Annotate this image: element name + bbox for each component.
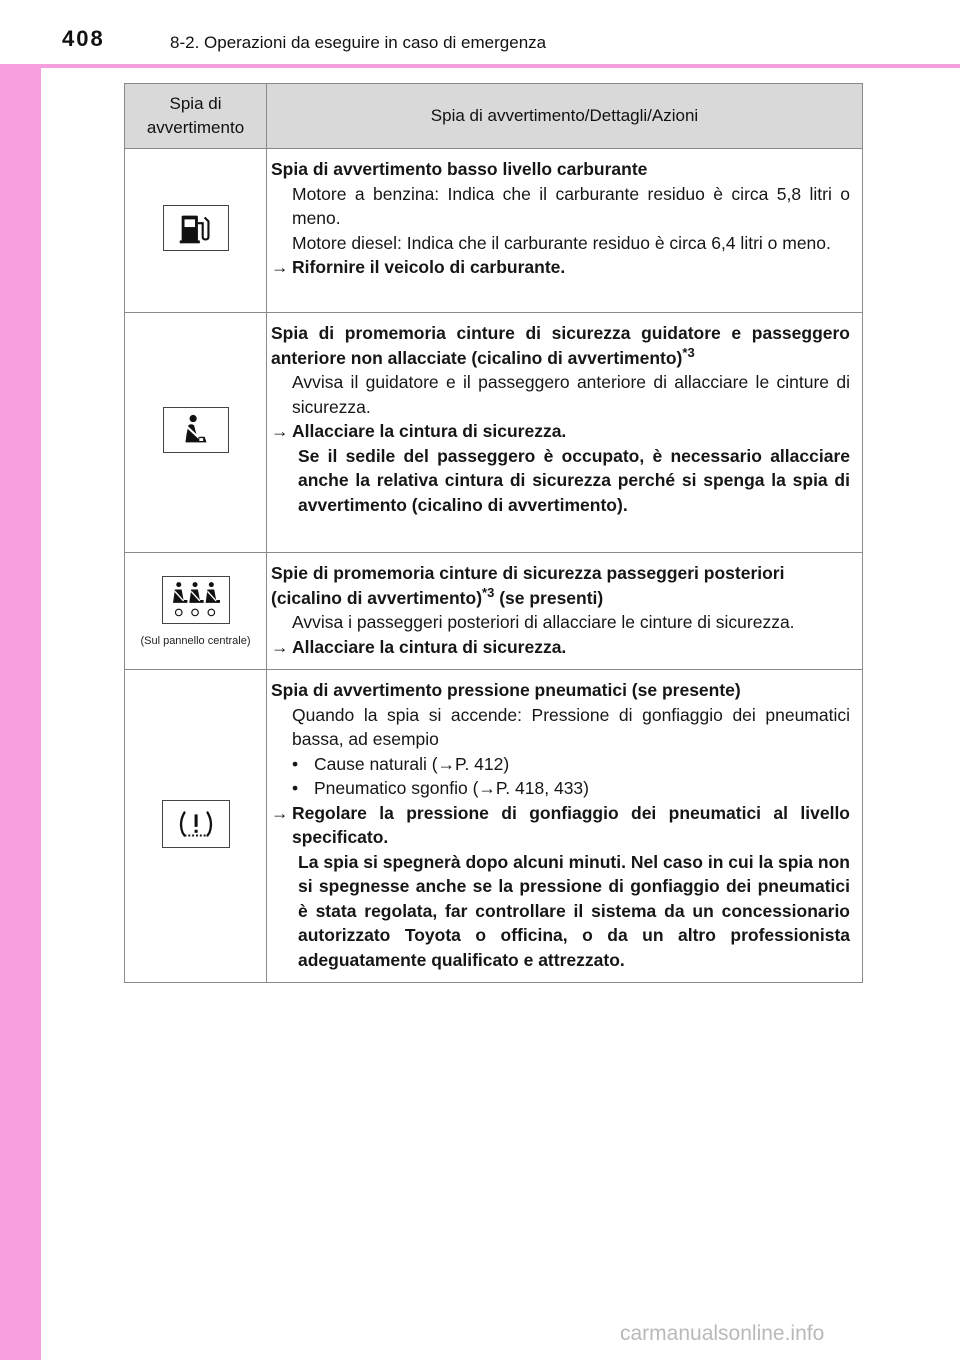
details-cell <box>267 313 863 553</box>
icon-cell <box>125 313 267 553</box>
section-title: 8-2. Operazioni da eseguire in caso di emergenza <box>170 33 547 52</box>
row-action-detail: La spia si spegnerà dopo alcuni minuti. Nel caso in cui la spia non si spegnesse anche se la pressione di gonfiaggio dei pneumatici è stata regolata, far controllare il sistema da un concessionario autorizzato Toyota o officina, o da un altro professionista adeguatamente qualificato e attrezzato. <box>298 851 850 970</box>
bullet: • <box>292 778 299 798</box>
column-header-light: Spia di avvertimento <box>125 84 267 149</box>
arrow-icon: → <box>271 421 289 441</box>
row-detail: Motore diesel: Indica che il carburante residuo è circa 6,4 litri o meno. <box>292 232 831 253</box>
details-cell <box>267 149 863 313</box>
rear-seatbelt-reminder-icon <box>162 576 230 624</box>
row-title: Spie di promemoria cinture di sicurezza passeggeri posteriori (cicalino di avvertimento)$^{*3}$ (se presenti) <box>271 563 785 608</box>
arrow-icon: → <box>271 802 289 823</box>
row-action: → Allacciare la cintura di sicurezza. <box>271 635 850 660</box>
page-number: 408 <box>62 26 105 51</box>
icon-cell <box>125 553 267 670</box>
details-cell <box>267 553 863 670</box>
table-row <box>125 313 863 553</box>
table-row <box>125 670 863 983</box>
list-item: • Pneumatico sgonfio (→P. 418, 433) <box>271 776 850 801</box>
row-detail: Avvisa il guidatore e il passeggero anteriore di allacciare le cinture di sicurezza. <box>292 372 850 417</box>
column-header-details: Spia di avvertimento/Dettagli/Azioni <box>267 84 863 149</box>
bullet: • <box>292 753 299 774</box>
page-header <box>0 0 960 64</box>
row-title: Spia di avvertimento pressione pneumatici (se presente) <box>271 680 741 700</box>
header-rule <box>0 64 960 68</box>
icon-cell <box>125 149 267 313</box>
row-detail: Avvisa i passeggeri posteriori di allacciare le cinture di sicurezza. <box>292 612 795 632</box>
table-row <box>125 553 863 670</box>
row-action-detail: Se il sedile del passeggero è occupato, è necessario allacciare anche la relativa cintura di sicurezza perché si spenga la spia di avvertimento (cicalino di avvertimento). <box>298 445 850 515</box>
tire-pressure-warning-icon <box>162 800 230 848</box>
arrow-icon: → <box>271 257 289 277</box>
row-title: Spia di avvertimento basso livello carburante <box>271 159 648 179</box>
details-cell <box>267 670 863 983</box>
row-action: → Rifornire il veicolo di carburante. <box>271 255 850 280</box>
row-title: Spia di promemoria cinture di sicurezza guidatore e passeggero anteriore non allacciate (cicalino di avvertimento)$^{*3}$ <box>271 323 850 368</box>
arrow-icon: → <box>271 636 289 657</box>
table-row <box>125 149 863 313</box>
icon-cell <box>125 670 267 983</box>
side-color-strip <box>0 0 41 1360</box>
fuel-pump-icon <box>163 205 229 251</box>
list-item: • Cause naturali (→P. 412) <box>271 752 850 777</box>
seatbelt-reminder-icon <box>163 407 229 453</box>
row-action: → Allacciare la cintura di sicurezza. <box>271 419 850 444</box>
row-detail: Quando la spia si accende: Pressione di gonfiaggio dei pneumatici bassa, ad esempio <box>292 704 850 749</box>
table-header-row <box>125 84 863 149</box>
icon-caption: (Sul pannello centrale) <box>140 634 251 647</box>
warning-lights-table <box>124 83 863 983</box>
row-action: → Regolare la pressione di gonfiaggio dei pneumatici al livello specificato. <box>271 801 850 850</box>
watermark: carmanualsonline.info <box>620 1322 825 1345</box>
row-detail: Motore a benzina: Indica che il carburante residuo è circa 5,8 litri o meno. <box>292 183 850 228</box>
